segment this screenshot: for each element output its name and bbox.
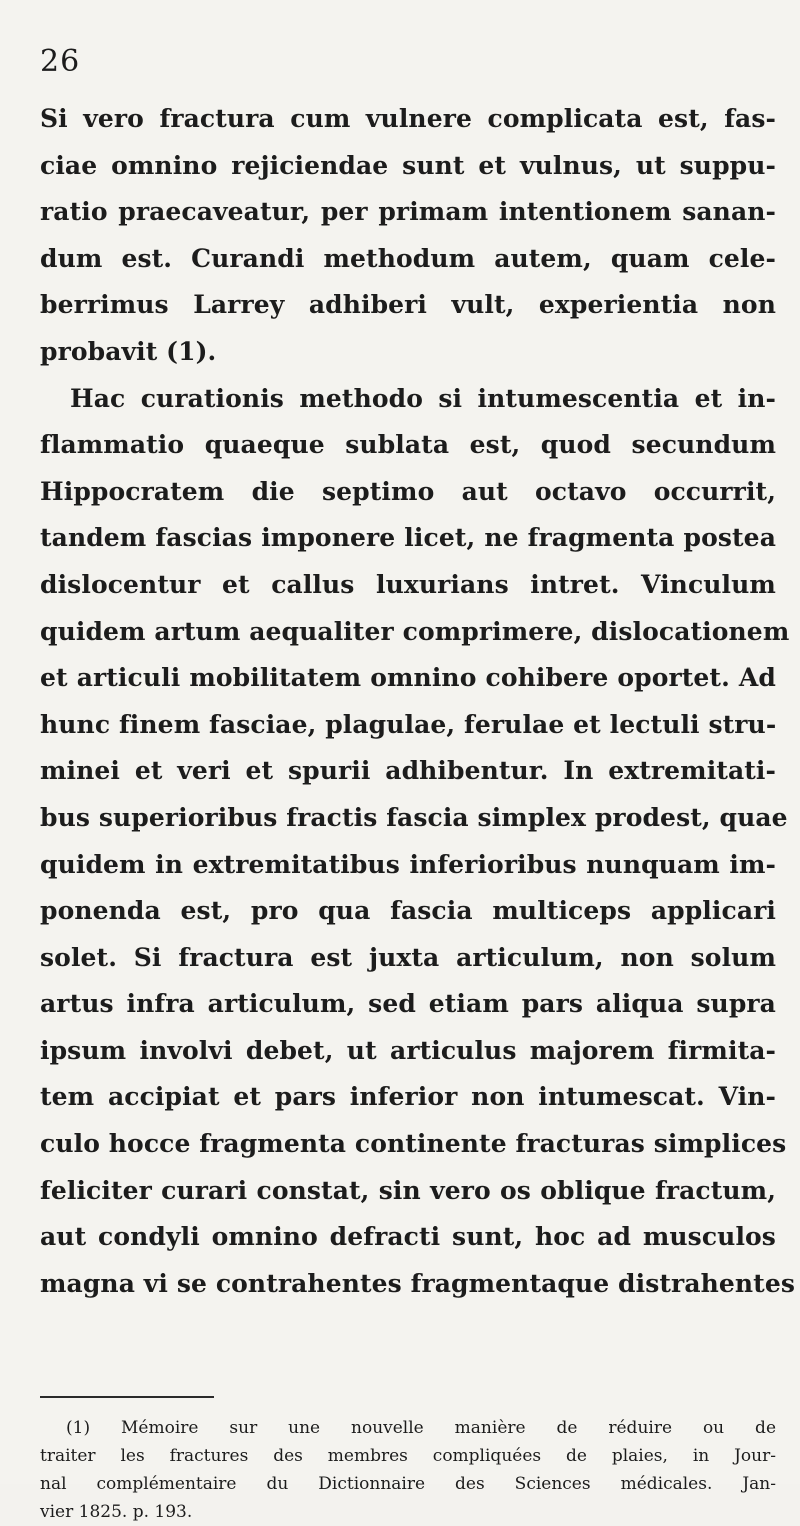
page-number: 26 [40, 44, 81, 79]
text-line: culo hocce fragmenta continente fracturas simplices [40, 1129, 787, 1159]
text-line: aut condyli omnino defracti sunt, hoc ad musculos [40, 1222, 776, 1252]
text-line: magna vi se contrahentes fragmentaque distrahentes [40, 1268, 796, 1298]
text-line: dislocentur et callus luxurians intret. Vinculum [40, 569, 776, 599]
footnote-divider [40, 1396, 214, 1398]
text-line: Hippocratem die septimo aut octavo occurrit, [40, 476, 776, 506]
text-line: et articuli mobilitatem omnino cohibere oportet. Ad [40, 663, 776, 693]
text-line: flammatio quaeque sublata est, quod secundum [40, 430, 776, 460]
text-line: feliciter curari constat, sin vero os oblique fractum, [40, 1175, 776, 1205]
text-line: berrimus Larrey adhiberi vult, experientia non [40, 290, 776, 320]
text-line: hunc finem fasciae, plagulae, ferulae et lectuli stru- [40, 709, 777, 739]
text-line: tem accipiat et pars inferior non intumescat. Vin- [40, 1082, 776, 1112]
text-line: solet. Si fractura est juxta articulum, non solum [40, 942, 776, 972]
text-line: dum est. Curandi methodum autem, quam cele- [40, 243, 776, 273]
footnotes [40, 1414, 776, 1526]
text-line: quidem in extremitatibus inferioribus nunquam im- [40, 849, 776, 879]
footnote-line: traiter les fractures des membres compliquées de plaies, in Jour- [40, 1446, 776, 1466]
text-line: Si vero fractura cum vulnere complicata est, fas- [40, 104, 776, 133]
text-line: ratio praecaveatur, per primam intentionem sanan- [40, 197, 776, 227]
footnote-line: vier 1825. p. 193. [40, 1502, 193, 1522]
footnote-line: (1) Mémoire sur une nouvelle manière de réduire ou de [66, 1418, 776, 1438]
text-line: ciae omnino rejiciendae sunt et vulnus, ut suppu- [40, 150, 776, 180]
footnote-line: nal complémentaire du Dictionnaire des Sciences médicales. Jan- [40, 1474, 776, 1494]
text-line: ipsum involvi debet, ut articulus majorem firmita- [40, 1035, 776, 1065]
text-line: tandem fascias imponere licet, ne fragmenta postea [40, 523, 776, 553]
text-line: ponenda est, pro qua fascia multiceps applicari [40, 896, 776, 926]
text-line: bus superioribus fractis fascia simplex prodest, quae [40, 802, 788, 832]
body-text [40, 96, 796, 1307]
text-line: quidem artum aequaliter comprimere, dislocationem [40, 616, 790, 646]
text-line: artus infra articulum, sed etiam pars aliqua supra [40, 989, 776, 1019]
text-line: Hac curationis methodo si intumescentia et in- [70, 383, 776, 413]
text-line: minei et veri et spurii adhibentur. In extremitati- [40, 756, 776, 786]
text-line: probavit (1). [40, 336, 217, 366]
